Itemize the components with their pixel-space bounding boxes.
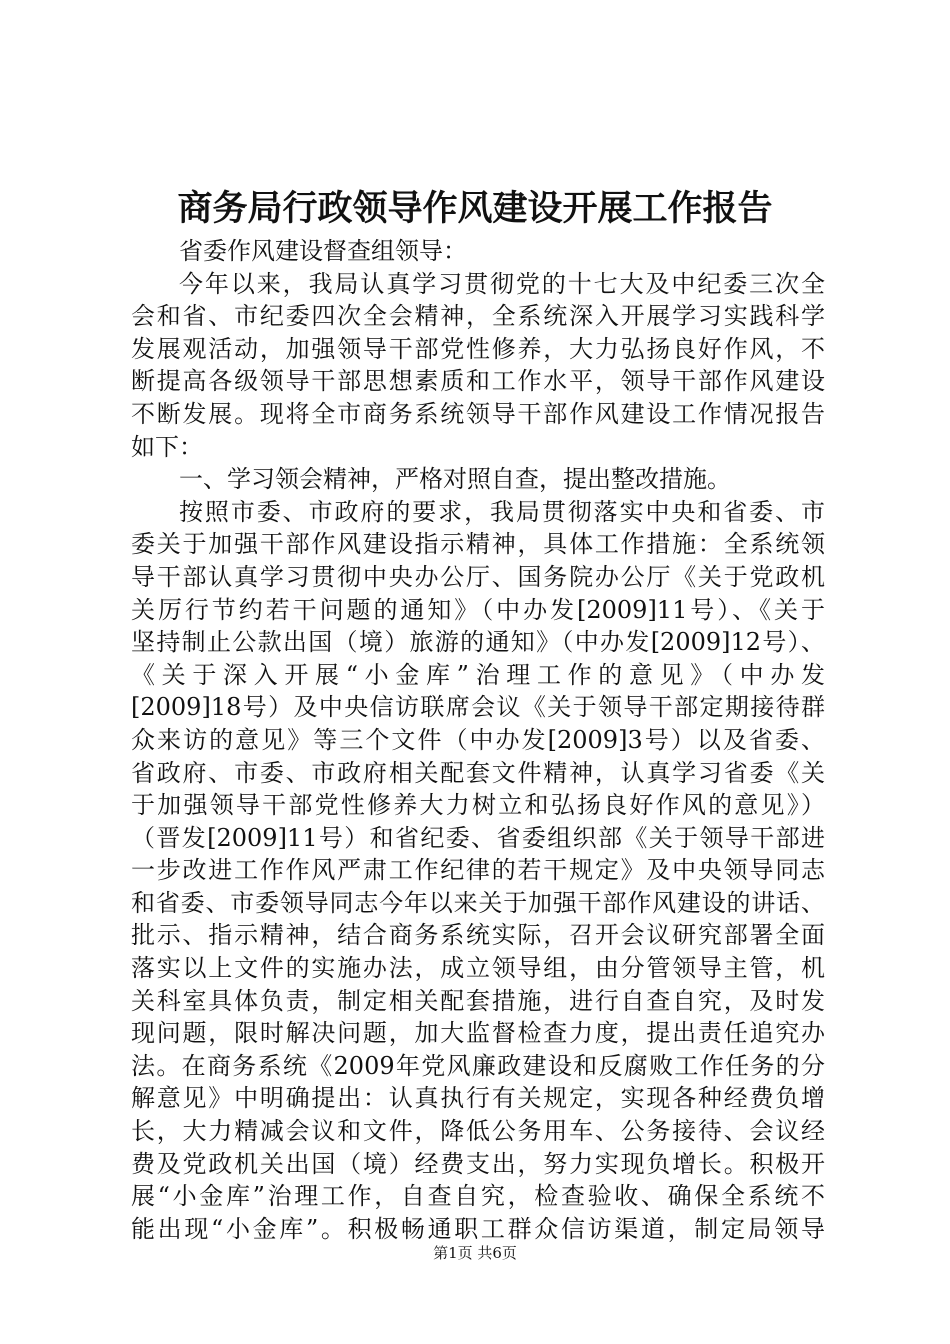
body-text-line: 按照市委、市政府的要求，我局贯彻落实中央和省委、市 <box>179 497 825 526</box>
body-text-line: 关厉行节约若干问题的通知》（中办发[2009]11号）、《关于 <box>131 595 825 624</box>
body-text-line: 现问题，限时解决问题，加大监督检查力度，提出责任追究办 <box>131 1019 825 1048</box>
body-text-line: 批示、指示精神，结合商务系统实际，召开会议研究部署全面 <box>131 921 825 950</box>
body-text-line: 导干部认真学习贯彻中央办公厅、国务院办公厅《关于党政机 <box>131 562 825 591</box>
page-number-footer: 第1页 共6页 <box>433 1244 517 1262</box>
body-text-line: 法。在商务系统《2009年党风廉政建设和反腐败工作任务的分 <box>131 1051 825 1080</box>
body-text-line: 不断发展。现将全市商务系统领导干部作风建设工作情况报告 <box>131 399 825 428</box>
body-text-line: 一步改进工作作风严肃工作纪律的若干规定》及中央领导同志 <box>131 856 825 885</box>
body-text-line: 关科室具体负责，制定相关配套措施，进行自查自究，及时发 <box>131 986 825 1015</box>
body-text-line: （晋发[2009]11号）和省纪委、省委组织部《关于领导干部进 <box>131 823 825 852</box>
body-text-line: 能出现“小金库”。积极畅通职工群众信访渠道，制定局领导 <box>131 1214 825 1243</box>
body-text-line: 和省委、市委领导同志今年以来关于加强干部作风建设的讲话、 <box>131 888 825 917</box>
body-text-line: 展“小金库”治理工作，自查自究，检查验收、确保全系统不 <box>131 1182 825 1211</box>
body-text-line: 委关于加强干部作风建设指示精神，具体工作措施：全系统领 <box>131 530 825 559</box>
body-text-line: 一、学习领会精神，严格对照自查，提出整改措施。 <box>179 465 731 494</box>
body-text-line: 众来访的意见》等三个文件（中办发[2009]3号）以及省委、 <box>131 725 825 754</box>
body-text-line: 坚持制止公款出国（境）旅游的通知》（中办发[2009]12号）、 <box>131 628 825 657</box>
body-text-line: 今年以来，我局认真学习贯彻党的十七大及中纪委三次全 <box>179 269 825 298</box>
body-text-line: 于加强领导干部党性修养大力树立和弘扬良好作风的意见》） <box>131 791 825 820</box>
body-text-line: 长，大力精减会议和文件，降低公务用车、公务接待、会议经 <box>131 1117 825 1146</box>
body-text-line: 落实以上文件的实施办法，成立领导组，由分管领导主管，机 <box>131 954 825 983</box>
body-text-line: 费及党政机关出国（境）经费支出，努力实现负增长。积极开 <box>131 1149 825 1178</box>
body-text-line: 《关于深入开展“小金库”治理工作的意见》（中办发 <box>131 660 825 689</box>
body-text-line: 会和省、市纪委四次全会精神，全系统深入开展学习实践科学 <box>131 302 825 331</box>
body-text-line: 省委作风建设督查组领导： <box>179 237 467 265</box>
body-text-line: 解意见》中明确提出：认真执行有关规定，实现各种经费负增 <box>131 1084 825 1113</box>
document-body <box>131 235 825 1245</box>
body-text-line: 如下： <box>131 432 203 461</box>
body-text-line: 断提高各级领导干部思想素质和工作水平，领导干部作风建设 <box>131 367 825 396</box>
body-text-line: [2009]18号）及中央信访联席会议《关于领导干部定期接待群 <box>131 693 825 722</box>
body-text-line: 省政府、市委、市政府相关配套文件精神，认真学习省委《关 <box>131 758 825 787</box>
body-text-line: 发展观活动，加强领导干部党性修养，大力弘扬良好作风，不 <box>131 334 825 363</box>
document-title: 商务局行政领导作风建设开展工作报告 <box>177 188 773 229</box>
